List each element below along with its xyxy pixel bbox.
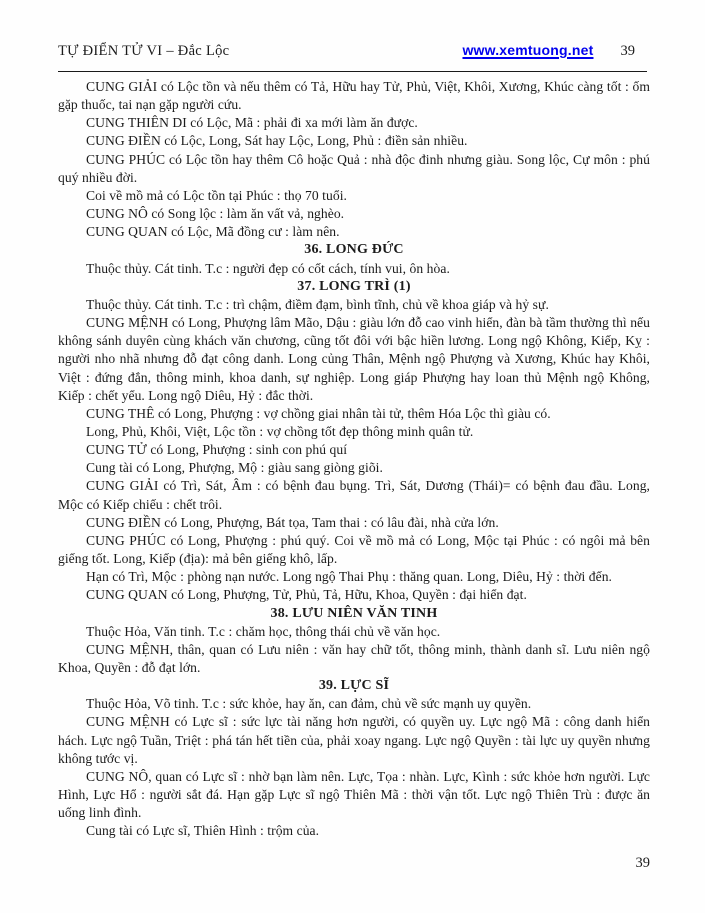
header-divider [58,71,647,72]
paragraph: CUNG QUAN có Lộc, Mã đồng cư : làm nên. [86,224,340,240]
section-heading: 38. LƯU NIÊN VĂN TINH [270,605,438,621]
paragraph: CUNG PHÚC có Lộc tồn hay thêm Cô hoặc Quả : nhà độc đinh nhưng giàu. Song lộc, Cự môn : phú quý nhiều đời. [58,151,650,185]
paragraph: Thuộc Hỏa, Văn tinh. T.c : chăm học, thông thái chủ về văn học. [86,623,441,639]
paragraph: CUNG THIÊN DI có Lộc, Mã : phải đi xa mới làm ăn được. [86,115,418,131]
website-link[interactable]: www.xemtuong.net [462,42,594,58]
page-footer [636,855,651,872]
paragraph: Hạn có Trì, Mộc : phòng nạn nước. Long ngộ Thai Phụ : thăng quan. Long, Diêu, Hỷ : thời đến. [86,569,612,585]
paragraph: CUNG PHÚC có Long, Phượng : phú quý. Coi về mồ mả có Long, Mộc tại Phúc : có ngôi mả bên giếng tốt. Long, Kiếp (địa): mả bên giếng khô, lấp. [58,532,650,567]
section-heading: 37. LONG TRÌ (1) [297,278,411,294]
paragraph: CUNG ĐIỀN có Lộc, Long, Sát hay Lộc, Long, Phủ : điền sản nhiều. [86,133,468,149]
paragraph: Thuộc thủy. Cát tinh. T.c : người đẹp có cốt cách, tính vui, ôn hòa. [86,260,450,276]
paragraph: Cung tài có Lực sĩ, Thiên Hình : trộm của. [86,823,320,839]
paragraph: CUNG THÊ có Long, Phượng : vợ chồng giai nhân tài tử, thêm Hóa Lộc thì giàu có. [86,405,551,421]
document-title: TỰ ĐIỂN TỬ VI – Đắc Lộc [58,43,230,59]
paragraph: CUNG MỆNH có Long, Phượng lâm Mão, Dậu : giàu lớn đỗ cao vinh hiển, đàn bà tầm thường thì nếu không sánh duyên cùng khách văn chương, cũng tốt đôi với bậc hiền lương. Long ngộ Không, Kiếp, Kỵ : người nho nhã nhưng đỗ đạt công danh. Long củng Thân, Mệnh ngộ Phượng và Xương, Khúc hay Khôi, Việt : đứng đắn, thông minh, khoa danh, sự nghiệp. Long giáp Phượng hay loan thủ Mệnh ngộ Không, Kiếp : chết yểu. Long ngộ Diêu, Hỷ : đắc thời. [58,315,650,403]
paragraph: Thuộc thủy. Cát tinh. T.c : trì chậm, điềm đạm, bình tĩnh, chủ về khoa giáp và hỷ sự. [86,296,549,312]
paragraph: Long, Phủ, Khôi, Việt, Lộc tồn : vợ chồng tốt đẹp thông minh quân tử. [86,423,474,439]
page-header [58,42,650,60]
footer-page-number: 39 [635,855,650,871]
header-page-number: 39 [620,43,635,59]
section-heading: 36. LONG ĐỨC [304,242,404,258]
paragraph: CUNG GIẢI có Lộc tồn và nếu thêm có Tả, Hữu hay Tử, Phủ, Việt, Khôi, Xương, Khúc càng tốt : ốm gặp thuốc, tai nạn gặp người cứu. [58,79,650,113]
paragraph: CUNG MỆNH có Lực sĩ : sức lực tài năng hơn người, có quyền uy. Lực ngộ Mã : công danh hiển hách. Lực ngộ Tuần, Triệt : phá tán hết tiền của, phải xoay ngang. Lực ngộ Quyền : tài lực uy quyền nhưng không tước vị. [58,714,650,766]
paragraph: CUNG ĐIỀN có Long, Phượng, Bát tọa, Tam thai : có lâu đài, nhà cửa lớn. [86,514,499,530]
paragraph: CUNG MỆNH, thân, quan có Lưu niên : văn hay chữ tốt, thông minh, thành danh sĩ. Lưu niên ngộ Khoa, Quyền : đỗ đạt lớn. [58,641,650,675]
paragraph: CUNG NÔ, quan có Lực sĩ : nhờ bạn làm nên. Lực, Tọa : nhàn. Lực, Kình : sức khỏe hơn người. Lực Hình, Lực Hổ : người sắt đá. Hạn gặp Lực sĩ ngộ Thiên Mã : thời vận tốt. Lực ngộ Thiên Trù : được ăn uống linh đình. [58,768,650,821]
paragraph: CUNG NÔ có Song lộc : làm ăn vất vả, nghèo. [86,206,345,222]
paragraph: CUNG TỬ có Long, Phượng : sinh con phú quí [86,442,348,458]
paragraph: Cung tài có Long, Phượng, Mộ : giàu sang giòng giõi. [86,460,383,476]
paragraph: CUNG QUAN có Long, Phượng, Tử, Phủ, Tả, Hữu, Khoa, Quyền : đại hiển đạt. [86,587,527,603]
paragraph: Coi về mồ mả có Lộc tồn tại Phúc : thọ 70 tuổi. [86,187,347,203]
paragraph: Thuộc Hỏa, Võ tinh. T.c : sức khỏe, hay ăn, can đảm, chủ về sức mạnh uy quyền. [86,696,532,712]
document-body [58,78,650,841]
section-heading: 39. LỰC SĨ [318,678,390,694]
paragraph: CUNG GIẢI có Trì, Sát, Âm : có bệnh đau bụng. Trì, Sát, Dương (Thái)= có bệnh đau đầu. Long, Mộc có Kiếp chiếu : chết trôi. [58,478,650,512]
